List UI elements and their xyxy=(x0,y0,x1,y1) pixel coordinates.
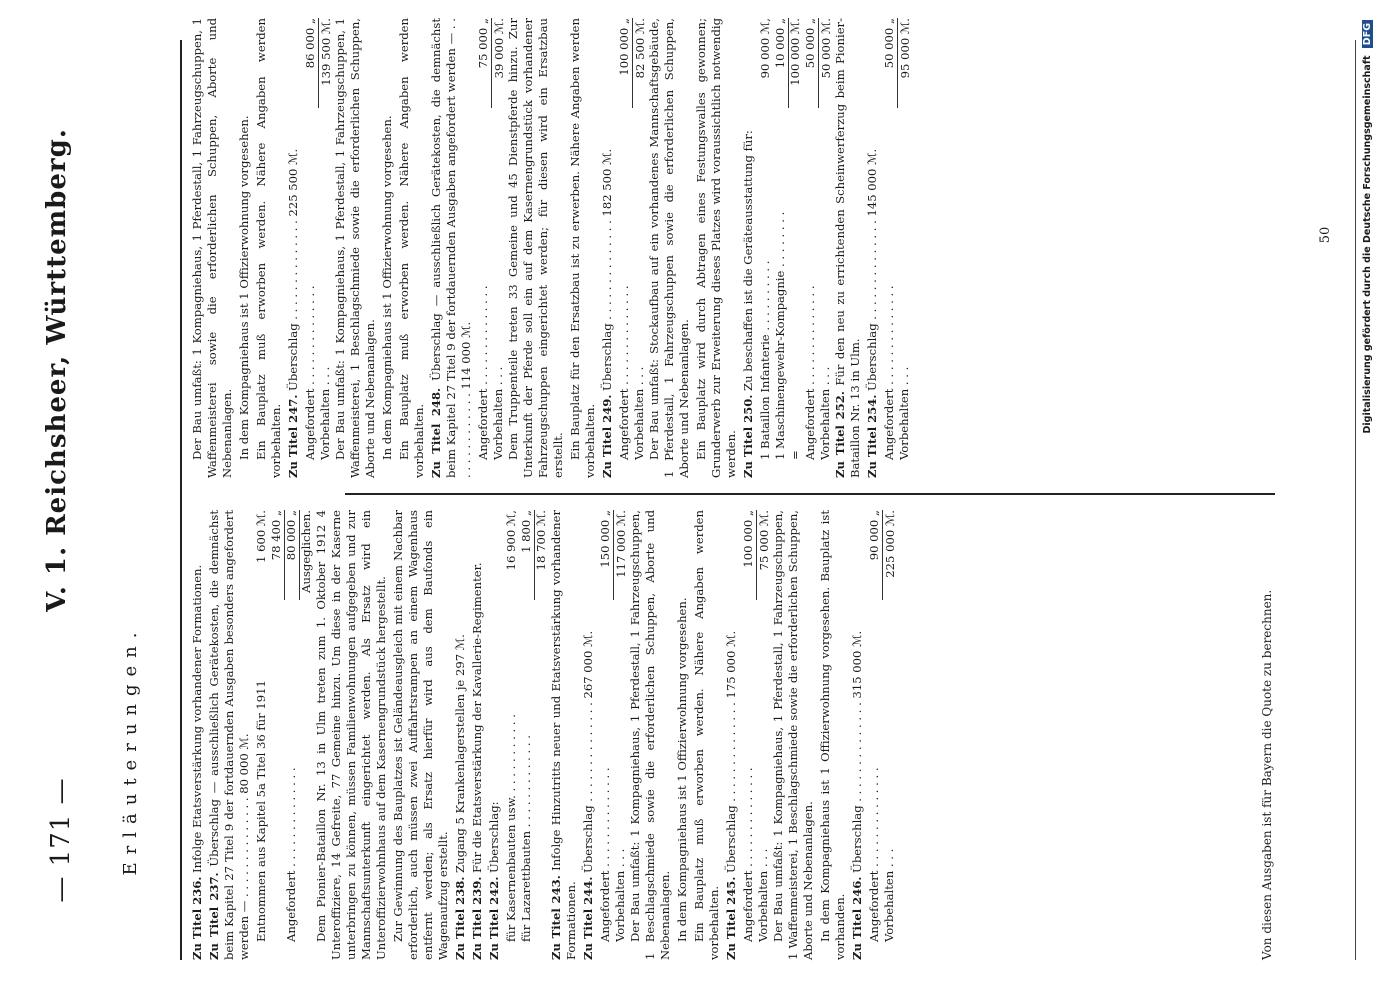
paragraph xyxy=(600,18,615,478)
title-heading: Zu Titel 237. xyxy=(207,872,221,960)
paragraph xyxy=(380,18,395,478)
title-heading: Zu Titel 248. xyxy=(429,387,443,478)
amount-label: Vorbehalten . . . xyxy=(632,366,646,460)
paragraph xyxy=(692,510,722,960)
amount-value: 39 000 ℳ. xyxy=(491,18,507,108)
paragraph-text: In dem Kompagniehaus ist 1 Offizierwohnung vorgesehen. xyxy=(237,115,251,460)
paragraph-text: Überschlag . . . . . . . . . . . . . . 225 500 ℳ. xyxy=(286,148,300,391)
title-heading: Zu Titel 252. xyxy=(833,391,847,478)
paragraph-text: Ein Bauplatz wird durch Abtragen eines Festungswalles gewonnen; Grunderwerb zur Erweiterung dieses Platzes wird voraussichtlich notwendig werden. xyxy=(694,18,738,478)
amount-label: 1 Bataillon Infanterie . . . . . . . . . . xyxy=(758,260,772,460)
amount-line xyxy=(818,18,833,478)
title-heading: Zu Titel 245. xyxy=(724,876,738,960)
paragraph-text: Zur Gewinnung des Bauplatzes ist Geländeausgleich mit einem Nachbar erforderlich, auch müssen zwei Auffahrtsrampen an einem Wagenhaus entfernt werden; als Ersatz hierfür wird aus dem Baufonds ein Wagenaufzug erstellt. xyxy=(391,510,450,960)
paragraph xyxy=(549,510,579,960)
amount-label: Vorbehalten . . . xyxy=(613,848,627,942)
amount-label: Vorbehalten . . . xyxy=(818,366,832,460)
paragraph-text: Infolge Hinzutritts neuer und Etatsverstärkung vorhandener Formationen. xyxy=(549,510,578,960)
amount-line xyxy=(303,18,318,478)
amount-value: 50 000 „ xyxy=(803,18,819,108)
paragraph-text: Überschlag . . . . . . . . . . . . . . 145 000 ℳ. xyxy=(865,148,879,391)
paragraph-text: Der Bau umfaßt: 1 Kompagniehaus, 1 Pferdestall, 1 Fahrzeugschuppen, 1 Waffenmeisterei sowie die erforderlichen Schuppen, Aborte und Nebenanlagen. xyxy=(190,18,234,478)
amount-line xyxy=(519,510,534,960)
title-heading: Zu Titel 236. xyxy=(190,876,204,960)
paragraph-text: Überschlag . . . . . . . . . . . . . . 182 500 ℳ. xyxy=(600,148,614,391)
amount-value: 100 000 „ xyxy=(617,18,633,108)
amount-value: 100 000 ℳ. xyxy=(788,18,802,86)
paragraph-text: Überschlag: xyxy=(487,801,501,873)
amount-line xyxy=(756,510,771,960)
amount-value: 90 000 „ xyxy=(867,510,883,600)
paragraph xyxy=(237,18,252,478)
amount-label: Angefordert . . . . . . . . . . . . . . xyxy=(741,767,755,942)
amount-line xyxy=(803,18,818,478)
amount-value: 225 000 ℳ. xyxy=(882,510,898,600)
amount-value: 50 000 „ xyxy=(882,18,898,108)
paragraph-text: Zu beschaffen ist die Geräteausstattung für: xyxy=(741,130,755,391)
paragraph-text: Der Bau umfaßt: Stockaufbau auf ein vorhandenes Mannschaftsgebäude, 1 Pferdestall, 1 Fahrzeugschuppen sowie die erforderlichen Schuppen, Aborte und Nebenanlagen. xyxy=(647,18,691,478)
paragraph xyxy=(568,18,598,478)
paragraph xyxy=(741,18,756,478)
paragraph xyxy=(694,18,739,478)
paragraph xyxy=(487,510,502,960)
paragraph-text: Für den neu zu errichtenden Scheinwerferzug beim Pionier-Bataillon Nr. 13 in Ulm. xyxy=(833,17,862,478)
amount-line xyxy=(504,510,519,960)
amount-label: = xyxy=(788,450,802,460)
column-divider xyxy=(345,493,1275,495)
paragraph-text: Ein Bauplatz muß erworben werden. Nähere Angaben werden vorbehalten. xyxy=(692,510,721,960)
paragraph-text: Der Bau umfaßt: 1 Kompagniehaus, 1 Pferdestall, 1 Fahrzeugschuppen, 1 Waffenmeisterei, 1 Beschlagschmiede sowie die erforderlichen Schuppen, Aborte und Nebenanlagen. xyxy=(333,18,377,478)
title-heading: Zu Titel 243. xyxy=(549,875,563,960)
amount-label: Entnommen aus Kapitel 5a Titel 36 für 1911 xyxy=(254,680,268,942)
amount-line xyxy=(598,510,613,960)
digitization-note: Digitalisierung gefördert durch die Deutsche Forschungsgemeinschaft xyxy=(1362,55,1373,434)
footnote-text: Von diesen Ausgaben ist für Bayern die Quote zu berechnen. xyxy=(1260,589,1274,960)
paragraph-text: Ein Bauplatz muß erworben werden. Nähere Angaben werden vorbehalten. xyxy=(397,18,426,478)
amount-value: 95 000 ℳ. xyxy=(897,18,913,108)
title-heading: Zu Titel 250. xyxy=(741,394,755,478)
paragraph-text: Überschlag . . . . . . . . . . . . . . 315 000 ℳ. xyxy=(850,630,864,873)
paragraph xyxy=(724,510,739,960)
amount-line xyxy=(788,18,803,478)
paragraph-text: Für die Etatsverstärkung der Kavallerie-Regimenter. xyxy=(470,562,484,873)
paragraph-text: Dem Pionier-Bataillon Nr. 13 in Ulm treten zum 1. Oktober 1912 4 Unteroffiziere, 14 Gefreite, 77 Gemeine hinzu. Um diese in der Kaserne unterbringen zu können, müssen Familienwohnungen aufgegeben und zur Mannschaftsunterkunft eingerichtet werden. Als Ersatz wird ein Unteroffizierwohnhaus auf dem Kasernengrundstück hergestellt. xyxy=(314,510,388,960)
amount-label: Vorbehalten . . . xyxy=(491,366,505,460)
paragraph xyxy=(865,18,880,478)
amount-label: Angefordert . . . . . . . . . . . . . . xyxy=(476,285,490,460)
digitization-credit xyxy=(1362,20,1380,980)
paragraph xyxy=(647,18,692,478)
right-column xyxy=(190,18,912,478)
paragraph-text: In dem Kompagniehaus ist 1 Offizierwohnung vorgesehen. xyxy=(675,597,689,942)
paragraph xyxy=(833,18,863,478)
paragraph xyxy=(771,510,816,960)
amount-value: 16 900 ℳ, xyxy=(504,510,518,571)
paragraph xyxy=(397,18,427,478)
paragraph-text: Zugang 5 Krankenlagerstellen je 297 ℳ. xyxy=(453,634,467,873)
amount-value: 78 400 „ xyxy=(269,510,285,600)
amount-line xyxy=(491,18,506,478)
paragraph-text: Ein Bauplatz muß erworben werden. Nähere Angaben werden vorbehalten. xyxy=(254,18,283,478)
footnote xyxy=(1260,40,1274,960)
footer-page-number: 50 xyxy=(1318,226,1333,244)
paragraph xyxy=(254,18,284,478)
paragraph xyxy=(506,18,566,478)
title-heading: Zu Titel 239. xyxy=(470,876,484,960)
amount-line xyxy=(318,18,333,478)
paragraph xyxy=(333,18,378,478)
amount-label: Vorbehalten . . . xyxy=(897,366,911,460)
title-heading: Zu Titel 242. xyxy=(487,876,501,960)
paragraph-text: Dem Truppenteile treten 33 Gemeine und 45 Dienstpferde hinzu. Zur Unterkunft der Pferde soll ein auf dem Kasernengrundstück vorhandener Fahrzeugschuppen eingerichtet werden; für diesen wird ein Ersatzbau erstellt. xyxy=(506,18,565,478)
dfg-badge: DFG xyxy=(1362,20,1373,48)
paragraph xyxy=(470,510,485,960)
amount-line xyxy=(882,18,897,478)
paragraph-text: Überschlag . . . . . . . . . . . . . . 175 000 ℳ. xyxy=(724,630,738,873)
amount-value: 80 000 „ xyxy=(284,510,300,600)
title-heading: Zu Titel 254. xyxy=(865,394,879,478)
paragraph-text: Ein Bauplatz für den Ersatzbau ist zu erwerben. Nähere Angaben werden vorbehalten. xyxy=(568,18,597,478)
amount-line xyxy=(284,510,299,960)
amount-label: Angefordert . . . . . . . . . . . . . . xyxy=(303,285,317,460)
paragraph-text: Infolge Etatsverstärkung vorhandener Formationen. xyxy=(190,564,204,873)
section-title: Erläuterungen. xyxy=(120,624,141,876)
amount-label: für Kasernenbauten usw. . . . . . . . . . . . xyxy=(504,714,518,942)
amount-label: Vorbehalten . . . xyxy=(882,848,896,942)
amount-label: Angefordert . . . . . . . . . . . . . . xyxy=(803,285,817,460)
amount-line xyxy=(882,510,897,960)
amount-value: 18 700 ℳ. xyxy=(534,510,548,571)
paragraph xyxy=(391,510,451,960)
paragraph xyxy=(818,510,848,960)
paragraph xyxy=(190,18,235,478)
paragraph xyxy=(207,510,252,960)
title-heading: Zu Titel 238. xyxy=(453,876,467,960)
amount-value: 117 000 ℳ. xyxy=(613,510,629,600)
amount-line xyxy=(758,18,773,478)
amount-line xyxy=(867,510,882,960)
amount-line xyxy=(897,18,912,478)
amount-value: 50 000 ℳ. xyxy=(818,18,834,108)
amount-label: Vorbehalten . . . xyxy=(318,366,332,460)
paragraph xyxy=(675,510,690,960)
paragraph xyxy=(850,510,865,960)
amount-label: Angefordert . . . . . . . . . . . . . . xyxy=(617,285,631,460)
amount-label: Angefordert . . . . . . . . . . . . . . xyxy=(598,767,612,942)
amount-line xyxy=(613,510,628,960)
title-heading: Zu Titel 246. xyxy=(850,876,864,960)
amount-value: 82 500 ℳ. xyxy=(632,18,648,108)
paragraph-text: Der Bau umfaßt: 1 Kompagniehaus, 1 Pferdestall, 1 Fahrzeugschuppen, 1 Waffenmeisterei, 1 Beschlagschmiede sowie die erforderlichen Schuppen, Aborte und Nebenanlagen. xyxy=(771,510,815,960)
amount-value: 10 000 „ xyxy=(773,18,789,108)
paragraph-text: In dem Kompagniehaus ist 1 Offizierwohnung vorgesehen. Bauplatz ist vorhanden. xyxy=(818,510,847,960)
amount-label: Vorbehalten . . . xyxy=(756,848,770,942)
amount-value: 1 600 ℳ. xyxy=(254,510,268,563)
amount-line xyxy=(617,18,632,478)
amount-value: 86 000 „ xyxy=(303,18,319,108)
amount-value: 100 000 „ xyxy=(741,510,757,600)
amount-value: 90 000 ℳ, xyxy=(758,18,772,79)
amount-value: 139 500 ℳ. xyxy=(318,18,334,108)
amount-value: 75 000 ℳ. xyxy=(756,510,772,600)
paragraph xyxy=(628,510,673,960)
amount-line xyxy=(269,510,284,960)
running-head-title: V. 1. Reichsheer, Württemberg. xyxy=(42,128,72,612)
running-head xyxy=(38,20,88,960)
amount-line xyxy=(534,510,549,960)
paragraph-text: Der Bau umfaßt: 1 Kompagniehaus, 1 Pferdestall, 1 Fahrzeugschuppen, 1 Beschlagschmiede sowie die erforderlichen Schuppen, Aborte und Nebenanlagen. xyxy=(628,510,672,960)
paragraph xyxy=(286,18,301,478)
amount-label: Angefordert . . . . . . . . . . . . . . xyxy=(284,767,298,942)
paragraph xyxy=(581,510,596,960)
amount-line xyxy=(476,18,491,478)
amount-label: 1 Maschinengewehr-Kompagnie . . . . . . . . xyxy=(773,211,787,460)
page-number: — 171 — xyxy=(46,777,76,903)
left-column xyxy=(190,510,897,960)
title-heading: Zu Titel 244. xyxy=(581,876,595,960)
paragraph xyxy=(314,510,389,960)
paragraph xyxy=(190,510,205,960)
amount-label: Angefordert . . . . . . . . . . . . . . xyxy=(882,285,896,460)
footnote-rule xyxy=(1355,40,1356,960)
paragraph-text: Überschlag — ausschließlich Gerätekosten, die demnächst beim Kapitel 27 Titel 9 der fortdauernden Ausgaben besonders angefordert werden — . . . . . . . . . . . . . . 80 000 ℳ. xyxy=(207,509,251,960)
paragraph xyxy=(453,510,468,960)
amount-line xyxy=(632,18,647,478)
amount-value: 1 800 „ xyxy=(519,510,535,600)
amount-line xyxy=(741,510,756,960)
title-heading: Zu Titel 249. xyxy=(600,394,614,478)
amount-line xyxy=(299,510,314,960)
amount-line xyxy=(254,510,269,960)
paragraph-text: Überschlag . . . . . . . . . . . . . . 267 000 ℳ. xyxy=(581,630,595,873)
paragraph xyxy=(429,18,474,478)
amount-label: Angefordert . . . . . . . . . . . . . . xyxy=(867,767,881,942)
header-rule xyxy=(180,40,182,960)
amount-label: für Lazarettbauten . . . . . . . . . . . . . xyxy=(519,735,533,942)
paragraph-text: Überschlag — ausschließlich Gerätekosten, die demnächst beim Kapitel 27 Titel 9 der fortdauernden Ausgaben angefordert werden — . . . . . . . . . . . . . . 114 000 ℳ. xyxy=(429,17,473,478)
title-heading: Zu Titel 247. xyxy=(286,394,300,478)
amount-line xyxy=(773,18,788,478)
amount-value: 150 000 „ xyxy=(598,510,614,600)
paragraph-text: In dem Kompagniehaus ist 1 Offizierwohnung vorgesehen. xyxy=(380,115,394,460)
amount-value: Ausgeglichen. xyxy=(299,510,313,593)
amount-value: 75 000 „ xyxy=(476,18,492,108)
